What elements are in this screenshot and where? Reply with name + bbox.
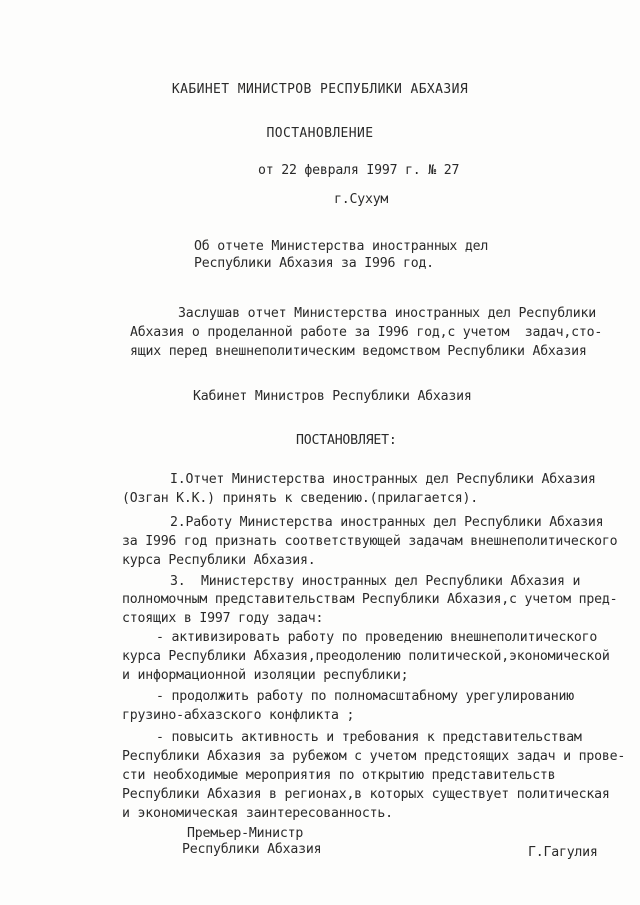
signatory-title: Премьер-Министр (187, 826, 304, 841)
item-line: и экономическая заинтересованность. (122, 806, 393, 821)
city: г.Сухум (334, 192, 389, 207)
item-line: Республики Абхазия в регионах,в которых существует политическая (122, 787, 610, 802)
item-line: Республики Абхазия за рубежом с учетом предстоящих задач и прове- (122, 749, 626, 764)
signatory-title: Республики Абхазия (182, 842, 322, 857)
date-number: от 22 февраля I997 г. № 27 (258, 163, 460, 178)
item-line: - активизировать работу по проведению внешнеполитического (156, 630, 598, 645)
preamble-line: Абхазия о проделанной работе за I996 год,с учетом задач,сто- (130, 325, 603, 340)
item-line: полномочным представительствам Республики Абхазия,с учетом пред- (122, 592, 618, 607)
item-line: и информационной изоляции республики; (122, 668, 409, 683)
subject-line: Республики Абхазия за I996 год. (194, 256, 434, 271)
cabinet-heading: КАБИНЕТ МИНИСТРОВ РЕСПУБЛИКИ АБХАЗИЯ (171, 82, 469, 97)
item-line: 2.Работу Министерства иностранных дел Республики Абхазия (170, 515, 604, 530)
item-line: (Озган К.К.) принять к сведению.(прилагается). (122, 491, 479, 506)
item-line: - продолжить работу по полномасштабному урегулированию (156, 689, 574, 704)
item-line: сти необходимые мероприятия по открытию представительств (122, 768, 556, 783)
document-type: ПОСТАНОВЛЕНИЕ (266, 126, 374, 141)
preamble-line: Заслушав отчет Министерства иностранных дел Республики (178, 306, 596, 321)
item-line: курса Республики Абхазия,преодолению политической,экономической (122, 649, 610, 664)
item-line: I.Отчет Министерства иностранных дел Республики Абхазия (170, 472, 596, 487)
item-line: за I996 год признать соответствующей задачам внешнеполитического (122, 534, 618, 549)
resolves-heading: ПОСТАНОВЛЯЕТ: (296, 433, 397, 448)
signatory-name: Г.Гагулия (528, 845, 598, 860)
item-line: стоящих в I997 году задач: (122, 611, 324, 626)
item-line: 3. Министерству иностранных дел Республики Абхазия и (170, 574, 581, 589)
item-line: курса Республики Абхазия. (122, 553, 316, 568)
issuer: Кабинет Министров Республики Абхазия (193, 389, 472, 404)
preamble-line: ящих перед внешнеполитическим ведомством Республики Абхазия (130, 344, 587, 359)
item-line: - повысить активность и требования к представительствам (156, 730, 582, 745)
item-line: грузино-абхазского конфликта ; (122, 708, 355, 723)
subject-line: Об отчете Министерства иностранных дел (194, 239, 489, 254)
